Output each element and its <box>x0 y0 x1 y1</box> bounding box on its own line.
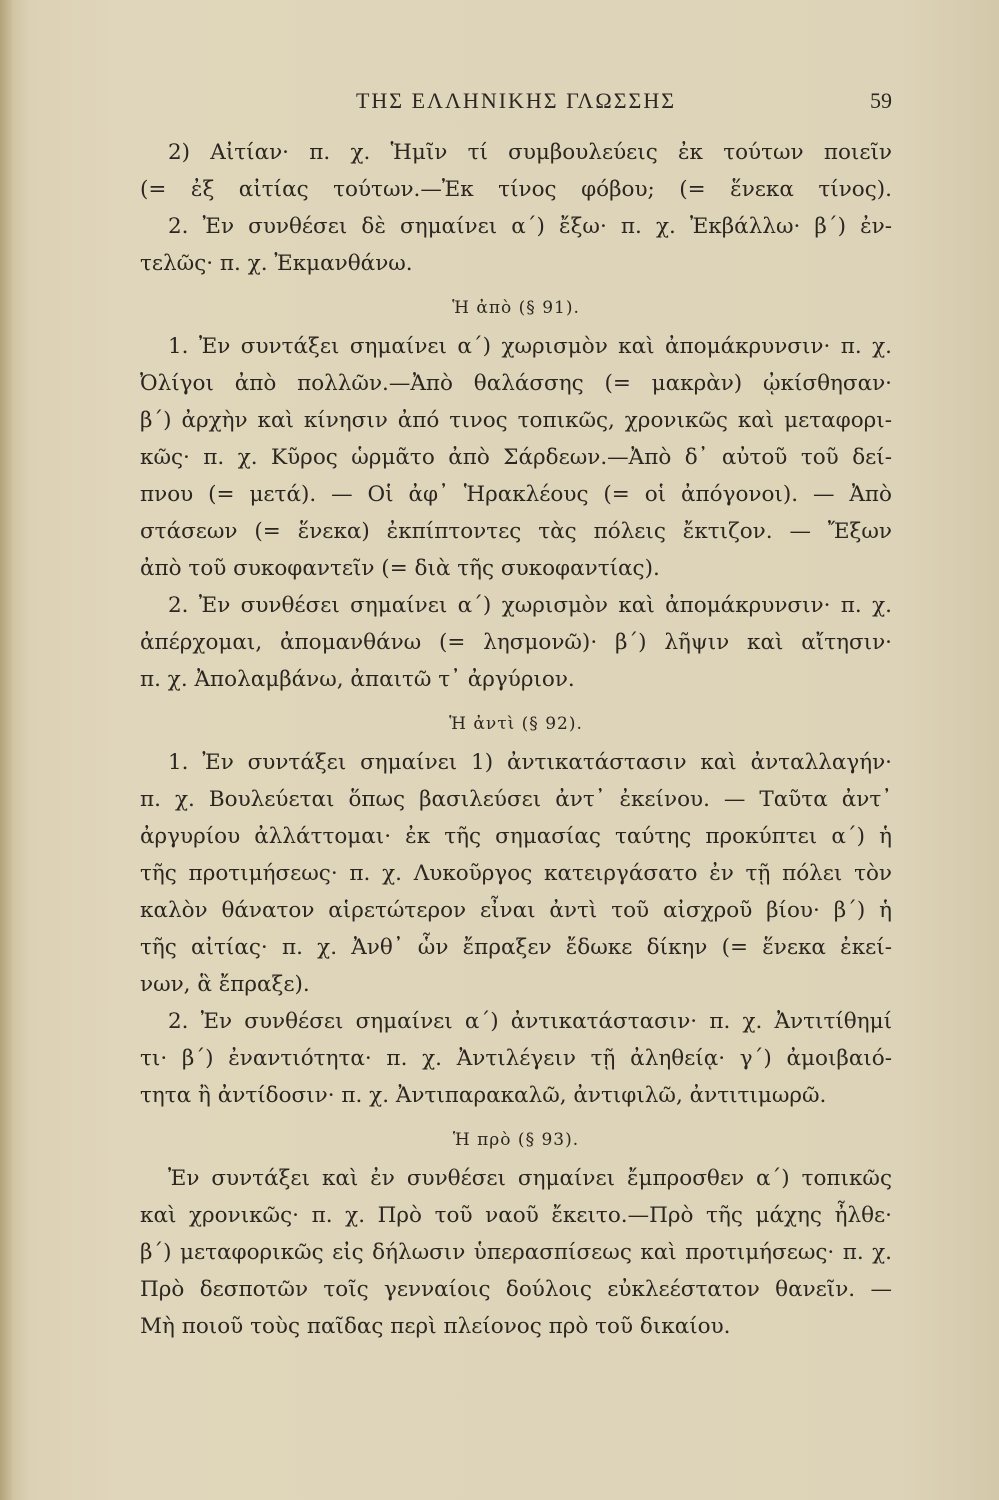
running-header <box>140 82 892 122</box>
text-line: νων, ἃ ἔπραξε). <box>140 972 310 997</box>
text-line: τῆς προτιμήσεως· π. χ. Λυκοῦργος κατειργάσατο ἐν τῇ πόλει τὸν <box>140 861 892 886</box>
text-line: 2. Ἐν συνθέσει δὲ σημαίνει α΄) ἔξω· π. χ. Ἐκβάλλω· β΄) ἐν- <box>168 214 892 239</box>
text-line: 2. Ἐν συνθέσει σημαίνει α΄) ἀντικατάστασιν· π. χ. Ἀντιτίθημί <box>168 1009 892 1034</box>
text-line: 1. Ἐν συντάξει σημαίνει α΄) χωρισμὸν καὶ ἀπομάκρυνσιν· π. χ. <box>168 334 892 359</box>
text-line: ἀργυρίου ἀλλάττομαι· ἐκ τῆς σημασίας ταύτης προκύπτει α΄) ἡ <box>140 824 892 849</box>
text-line: τελῶς· π. χ. Ἐκμανθάνω. <box>140 251 413 276</box>
section-heading: Ἡ ἀντὶ (§ 92). <box>449 714 583 734</box>
text-line: τι· β΄) ἐναντιότητα· π. χ. Ἀντιλέγειν τῇ ἀληθείᾳ· γ΄) ἀμοιβαιό- <box>140 1046 892 1071</box>
text-line: στάσεων (= ἕνεκα) ἐκπίπτοντες τὰς πόλεις ἔκτιζον. — Ἔξων <box>140 519 892 544</box>
page-body <box>140 134 892 1345</box>
text-line: Μὴ ποιοῦ τοὺς παῖδας περὶ πλείονος πρὸ τοῦ δικαίου. <box>140 1314 731 1339</box>
text-line: ἀπέρχομαι, ἀπομανθάνω (= λησμονῶ)· β΄) λῆψιν καὶ αἴτησιν· <box>140 630 892 655</box>
text-line: π. χ. Ἀπολαμβάνω, ἀπαιτῶ τ᾽ ἀργύριον. <box>140 667 575 692</box>
text-line: πνου (= μετά). — Οἱ ἀφ᾽ Ἡρακλέους (= οἱ ἀπόγονοι). — Ἀπὸ <box>140 482 892 507</box>
text-line: κῶς· π. χ. Κῦρος ὡρμᾶτο ἀπὸ Σάρδεων.—Ἀπὸ δ᾽ αὐτοῦ τοῦ δεί- <box>140 445 892 470</box>
text-line: τῆς αἰτίας· π. χ. Ἀνθ᾽ ὧν ἔπραξεν ἔδωκε δίκην (= ἕνεκα ἐκεί- <box>140 935 892 960</box>
running-title: ΤΗΣ ΕΛΛΗΝΙΚΗΣ ΓΛΩΣΣΗΣ <box>355 88 677 113</box>
section-heading: Ἡ ἀπὸ (§ 91). <box>452 298 580 318</box>
page-number: 59 <box>870 88 892 113</box>
text-line: π. χ. Βουλεύεται ὅπως βασιλεύσει ἀντ᾽ ἐκείνου. — Ταῦτα ἀντ᾽ <box>140 787 892 812</box>
text-line: τητα ἢ ἀντίδοσιν· π. χ. Ἀντιπαρακαλῶ, ἀντιφιλῶ, ἀντιτιμωρῶ. <box>140 1083 827 1108</box>
text-line: καὶ χρονικῶς· π. χ. Πρὸ τοῦ ναοῦ ἔκειτο.—Πρὸ τῆς μάχης ἦλθε· <box>140 1203 892 1228</box>
text-line: (= ἐξ αἰτίας τούτων.—Ἐκ τίνος φόβου; (= ἕνεκα τίνος). <box>140 177 892 202</box>
text-line: β΄) μεταφορικῶς εἰς δήλωσιν ὑπερασπίσεως καὶ προτιμήσεως· π. χ. <box>140 1240 892 1265</box>
text-line: 1. Ἐν συντάξει σημαίνει 1) ἀντικατάστασιν καὶ ἀνταλλαγήν· <box>168 750 892 775</box>
text-line: 2) Αἰτίαν· π. χ. Ἡμῖν τί συμβουλεύεις ἐκ τούτων ποιεῖν <box>168 140 892 165</box>
text-line: Πρὸ δεσποτῶν τοῖς γενναίοις δούλοις εὐκλεέστατον θανεῖν. — <box>140 1277 892 1302</box>
text-line: καλὸν θάνατον αἱρετώτερον εἶναι ἀντὶ τοῦ αἰσχροῦ βίου· β΄) ἡ <box>140 898 892 923</box>
text-line: ἀπὸ τοῦ συκοφαντεῖν (= διὰ τῆς συκοφαντίας). <box>140 556 660 581</box>
text-line: β΄) ἀρχὴν καὶ κίνησιν ἀπό τινος τοπικῶς, χρονικῶς καὶ μεταφορι- <box>140 408 892 433</box>
text-line: 2. Ἐν συνθέσει σημαίνει α΄) χωρισμὸν καὶ ἀπομάκρυνσιν· π. χ. <box>168 593 892 618</box>
text-line: Ὀλίγοι ἀπὸ πολλῶν.—Ἀπὸ θαλάσσης (= μακρὰν) ᾠκίσθησαν· <box>140 371 892 396</box>
section-heading: Ἡ πρὸ (§ 93). <box>452 1130 580 1150</box>
text-line: Ἐν συντάξει καὶ ἐν συνθέσει σημαίνει ἔμπροσθεν α΄) τοπικῶς <box>168 1166 892 1191</box>
page-spine-shadow <box>0 0 12 1500</box>
